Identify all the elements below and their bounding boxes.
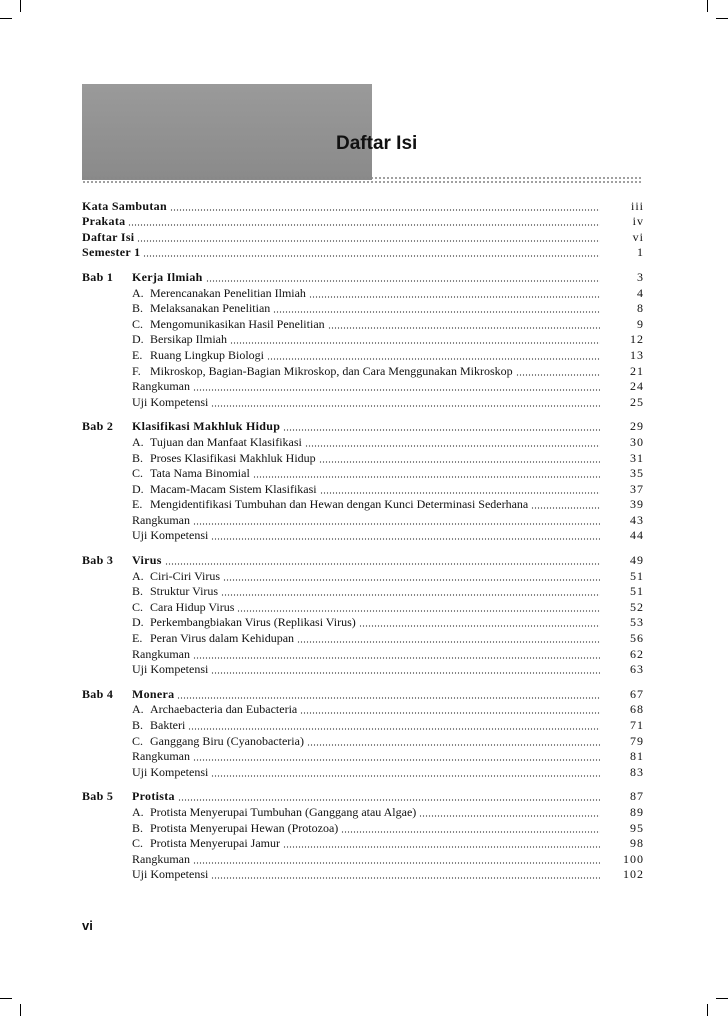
toc-chapter-number: Bab 5 bbox=[82, 789, 114, 804]
toc-chapter-row[interactable] bbox=[82, 419, 644, 435]
toc-chapter-row[interactable] bbox=[82, 552, 644, 568]
toc-row[interactable] bbox=[82, 528, 644, 544]
toc-entry-label: Rangkuman bbox=[132, 749, 190, 764]
toc-gap bbox=[82, 677, 644, 686]
dot-leader bbox=[211, 672, 600, 674]
toc-item-letter: E. bbox=[132, 347, 143, 362]
toc-chapter-number: Bab 4 bbox=[82, 686, 114, 701]
toc-item-letter: B. bbox=[132, 820, 144, 835]
toc-entry bbox=[132, 395, 208, 410]
toc-entry-label: Merencanakan Penelitian Ilmiah bbox=[150, 285, 306, 300]
toc-page-number: 98 bbox=[630, 836, 644, 851]
toc-entry bbox=[132, 852, 190, 867]
toc-entry bbox=[132, 718, 185, 733]
dot-leader bbox=[137, 240, 600, 242]
toc-page-number: 12 bbox=[630, 332, 644, 347]
toc-entry bbox=[132, 451, 316, 466]
toc-chapter-number: Bab 3 bbox=[82, 553, 114, 568]
toc-page-number: 21 bbox=[630, 363, 644, 378]
toc-row[interactable] bbox=[82, 804, 644, 820]
dot-leader bbox=[531, 507, 600, 509]
toc-row[interactable] bbox=[82, 820, 644, 836]
toc-item-letter: E. bbox=[132, 631, 143, 646]
toc-row[interactable] bbox=[82, 466, 644, 482]
toc-row[interactable] bbox=[82, 733, 644, 749]
toc-entry-label: Cara Hidup Virus bbox=[150, 599, 235, 614]
toc-entry bbox=[132, 528, 208, 543]
toc-entry-label: Ruang Lingkup Biologi bbox=[150, 347, 264, 362]
toc-row[interactable] bbox=[82, 568, 644, 584]
toc-entry bbox=[132, 631, 294, 646]
toc-entry-label: Uji Kompetensi bbox=[132, 528, 209, 543]
toc-row[interactable] bbox=[82, 363, 644, 379]
toc-row[interactable] bbox=[82, 434, 644, 450]
toc-entry bbox=[132, 466, 250, 481]
toc-page-number: 83 bbox=[630, 764, 644, 779]
toc-row[interactable] bbox=[82, 316, 644, 332]
page-number: vi bbox=[82, 918, 93, 933]
toc-page-number: 87 bbox=[630, 789, 644, 804]
toc-page-number: 67 bbox=[630, 686, 644, 701]
header-gray-band bbox=[82, 84, 372, 180]
toc-row[interactable] bbox=[82, 347, 644, 363]
toc-item-letter: C. bbox=[132, 316, 144, 331]
toc-page-number: 53 bbox=[630, 615, 644, 630]
toc-page-number: 3 bbox=[637, 269, 644, 284]
dot-leader bbox=[143, 255, 600, 257]
toc-entry bbox=[82, 230, 134, 245]
toc-item-letter: B. bbox=[132, 301, 144, 316]
toc-entry-label: Uji Kompetensi bbox=[132, 764, 209, 779]
toc-item-letter: B. bbox=[132, 718, 144, 732]
toc-page-number: 44 bbox=[630, 528, 644, 543]
toc-page-number: 35 bbox=[630, 466, 644, 481]
toc-row[interactable] bbox=[82, 379, 644, 395]
toc-page-number: 89 bbox=[630, 804, 644, 819]
toc-page-number: 95 bbox=[630, 820, 644, 835]
toc-entry-label: Archaebacteria dan Eubacteria bbox=[150, 702, 298, 717]
toc-gap bbox=[82, 543, 644, 552]
toc-entry bbox=[132, 702, 297, 717]
dot-leader bbox=[188, 728, 600, 730]
dot-leader bbox=[211, 877, 600, 879]
toc-item-letter: C. bbox=[132, 599, 144, 614]
dot-leader bbox=[206, 280, 600, 282]
toc-item-letter: D. bbox=[132, 332, 144, 347]
dot-leader bbox=[193, 862, 600, 864]
toc-item-letter: A. bbox=[132, 804, 144, 819]
toc-entry bbox=[132, 749, 190, 764]
toc-entry-label: Prakata bbox=[82, 214, 126, 229]
toc-entry bbox=[132, 364, 513, 379]
toc-entry bbox=[132, 553, 162, 568]
toc-entry-label: Kata Sambutan bbox=[82, 198, 167, 213]
dot-leader bbox=[419, 815, 600, 817]
toc-page-number: 63 bbox=[630, 662, 644, 677]
crop-mark-bottom-left-h bbox=[0, 998, 12, 999]
toc-row[interactable] bbox=[82, 764, 644, 780]
toc-page-number: 9 bbox=[637, 316, 644, 331]
toc-entry-label: Protista Menyerupai Jamur bbox=[150, 836, 280, 851]
toc-row[interactable] bbox=[82, 285, 644, 301]
toc-page-number: 51 bbox=[630, 584, 644, 599]
toc-entry-label: Peran Virus dalam Kehidupan bbox=[150, 631, 295, 646]
toc-chapter-number: Bab 1 bbox=[82, 269, 114, 284]
dot-leader bbox=[170, 209, 600, 211]
toc-row[interactable] bbox=[82, 229, 644, 245]
toc-entry-label: Uji Kompetensi bbox=[132, 662, 209, 677]
toc-entry bbox=[132, 419, 280, 434]
dot-leader bbox=[193, 759, 600, 761]
toc-page-number: 68 bbox=[630, 702, 644, 717]
toc-entry-label: Virus bbox=[132, 553, 162, 568]
crop-mark-top-right-v bbox=[707, 0, 708, 12]
toc-page-number: 43 bbox=[630, 512, 644, 527]
toc-row[interactable] bbox=[82, 630, 644, 646]
toc-item-letter: A. bbox=[132, 702, 144, 717]
toc-row[interactable] bbox=[82, 851, 644, 867]
toc-item-letter: C. bbox=[132, 733, 144, 748]
crop-mark-bottom-left-v bbox=[20, 1004, 21, 1016]
dot-leader bbox=[223, 579, 600, 581]
toc-row[interactable] bbox=[82, 646, 644, 662]
dot-leader bbox=[253, 476, 600, 478]
dot-leader bbox=[211, 775, 600, 777]
toc-entry-label: Rangkuman bbox=[132, 379, 190, 394]
toc-entry bbox=[132, 647, 190, 662]
toc-row[interactable] bbox=[82, 450, 644, 466]
toc-entry bbox=[82, 245, 140, 260]
toc-entry-label: Monera bbox=[132, 686, 175, 701]
toc-entry-label: Proses Klasifikasi Makhluk Hidup bbox=[150, 450, 316, 465]
toc-page-number: 52 bbox=[630, 599, 644, 614]
dot-leader bbox=[283, 846, 600, 848]
toc-row[interactable] bbox=[82, 214, 644, 230]
toc-entry bbox=[132, 600, 234, 615]
dot-leader bbox=[300, 712, 600, 714]
toc-page-number: 81 bbox=[630, 749, 644, 764]
dot-leader bbox=[307, 744, 600, 746]
toc-page-number: 8 bbox=[637, 301, 644, 316]
toc-row[interactable] bbox=[82, 599, 644, 615]
toc-entry-label: Daftar Isi bbox=[82, 229, 135, 244]
toc-entry bbox=[132, 301, 270, 316]
toc-page-number: 25 bbox=[630, 394, 644, 409]
toc-page-number: 71 bbox=[630, 718, 644, 732]
toc-page-number: 31 bbox=[630, 450, 644, 465]
toc-entry-label: Ganggang Biru (Cyanobacteria) bbox=[150, 733, 304, 748]
toc-entry bbox=[132, 687, 174, 702]
toc-entry bbox=[132, 805, 416, 820]
toc-row[interactable] bbox=[82, 702, 644, 718]
toc-item-letter: C. bbox=[132, 466, 144, 481]
toc-row[interactable] bbox=[82, 717, 644, 733]
toc-row[interactable] bbox=[82, 497, 644, 513]
toc-entry bbox=[132, 662, 208, 677]
toc-page-number: 24 bbox=[630, 379, 644, 394]
toc-row[interactable] bbox=[82, 836, 644, 852]
dot-leader bbox=[516, 374, 600, 376]
toc-item-letter: D. bbox=[132, 481, 144, 496]
toc-row[interactable] bbox=[82, 867, 644, 883]
toc-entry bbox=[132, 435, 302, 450]
toc-entry-label: Klasifikasi Makhluk Hidup bbox=[132, 419, 281, 434]
toc-entry bbox=[132, 867, 208, 882]
toc-gap bbox=[82, 260, 644, 269]
toc-entry-label: Perkembangbiakan Virus (Replikasi Virus) bbox=[150, 615, 356, 630]
toc-entry-label: Uji Kompetensi bbox=[132, 394, 209, 409]
dot-leader bbox=[319, 461, 600, 463]
toc-page-number: 39 bbox=[630, 497, 644, 512]
dot-leader bbox=[237, 610, 600, 612]
dot-leader bbox=[305, 445, 600, 447]
toc-gap bbox=[82, 410, 644, 419]
toc-row[interactable] bbox=[82, 394, 644, 410]
toc-page-number: iii bbox=[630, 198, 644, 213]
toc-entry bbox=[132, 821, 338, 836]
dot-leader bbox=[341, 831, 600, 833]
toc-entry bbox=[132, 789, 175, 804]
toc-chapter-number: Bab 2 bbox=[82, 419, 114, 434]
toc-entry-label: Tata Nama Binomial bbox=[150, 466, 250, 481]
dot-leader bbox=[177, 697, 600, 699]
toc-entry bbox=[132, 270, 203, 285]
toc-entry bbox=[132, 348, 264, 363]
dot-leader bbox=[193, 523, 600, 525]
toc-entry-label: Struktur Virus bbox=[150, 584, 219, 599]
toc-entry-label: Uji Kompetensi bbox=[132, 867, 209, 882]
toc-entry-label: Tujuan dan Manfaat Klasifikasi bbox=[150, 434, 302, 449]
toc-entry bbox=[132, 569, 220, 584]
toc-page-number: 29 bbox=[630, 419, 644, 434]
crop-mark-top-left-h bbox=[0, 18, 12, 19]
toc-chapter-row[interactable] bbox=[82, 269, 644, 285]
toc-entry bbox=[132, 765, 208, 780]
toc-entry-label: Macam-Macam Sistem Klasifikasi bbox=[150, 481, 317, 496]
dot-leader bbox=[320, 492, 600, 494]
dot-leader bbox=[297, 641, 600, 643]
toc-item-letter: D. bbox=[132, 615, 144, 630]
dot-leader bbox=[193, 389, 600, 391]
toc-entry bbox=[132, 286, 306, 301]
toc-entry bbox=[132, 584, 218, 599]
toc-page-number: 100 bbox=[623, 851, 644, 866]
toc-chapter-row[interactable] bbox=[82, 686, 644, 702]
toc-page-number: 62 bbox=[630, 646, 644, 661]
toc-entry bbox=[132, 379, 190, 394]
toc-row[interactable] bbox=[82, 332, 644, 348]
dot-leader bbox=[230, 342, 600, 344]
toc-entry-label: Melaksanakan Penelitian bbox=[150, 301, 271, 316]
toc-gap bbox=[82, 780, 644, 789]
toc-item-letter: A. bbox=[132, 285, 144, 300]
dot-leader bbox=[221, 594, 600, 596]
dot-leader bbox=[211, 538, 600, 540]
toc-row[interactable] bbox=[82, 615, 644, 631]
toc-entry-label: Mengidentifikasi Tumbuhan dan Hewan dengan Kunci Determinasi Sederhana bbox=[150, 497, 529, 512]
toc-page-number: vi bbox=[632, 229, 644, 244]
dot-leader bbox=[283, 429, 600, 431]
toc-entry-label: Protista Menyerupai Hewan (Protozoa) bbox=[150, 820, 339, 835]
dot-leader bbox=[165, 563, 600, 565]
crop-mark-bottom-right-h bbox=[716, 998, 728, 999]
toc-page-number: 49 bbox=[630, 553, 644, 568]
toc-row[interactable] bbox=[82, 301, 644, 317]
toc-entry bbox=[82, 199, 167, 214]
toc-entry-label: Kerja Ilmiah bbox=[132, 269, 203, 284]
toc-entry-label: Rangkuman bbox=[132, 851, 190, 866]
toc-entry bbox=[132, 497, 528, 512]
toc-page-number: 30 bbox=[630, 434, 644, 449]
toc-entry bbox=[132, 482, 317, 497]
toc-entry-label: Mikroskop, Bagian-Bagian Mikroskop, dan Cara Menggunakan Mikroskop bbox=[150, 363, 513, 378]
toc-item-letter: C. bbox=[132, 836, 144, 851]
toc-entry-label: Rangkuman bbox=[132, 646, 190, 661]
toc-entry bbox=[82, 214, 125, 229]
toc-row[interactable] bbox=[82, 481, 644, 497]
toc-chapter-row[interactable] bbox=[82, 789, 644, 805]
toc-page-number: iv bbox=[632, 214, 644, 229]
toc-entry bbox=[132, 513, 190, 528]
toc-item-letter: E. bbox=[132, 497, 143, 512]
crop-mark-top-left-v bbox=[20, 0, 21, 12]
dot-leader bbox=[211, 405, 600, 407]
toc-page-number: 102 bbox=[623, 867, 644, 882]
dot-leader bbox=[178, 799, 600, 801]
dot-leader bbox=[193, 657, 600, 659]
crop-mark-top-right-h bbox=[716, 18, 728, 19]
dot-leader bbox=[267, 358, 600, 360]
toc-page-number: 37 bbox=[630, 481, 644, 496]
toc-row[interactable] bbox=[82, 749, 644, 765]
toc-item-letter: B. bbox=[132, 450, 144, 465]
toc-page-number: 13 bbox=[630, 347, 644, 362]
toc-item-letter: A. bbox=[132, 568, 144, 583]
dot-leader bbox=[309, 296, 600, 298]
toc-entry-label: Mengomunikasikan Hasil Penelitian bbox=[150, 316, 325, 331]
dot-leader bbox=[128, 224, 600, 226]
header-dotted-rule bbox=[82, 176, 642, 185]
toc-page-number: 79 bbox=[630, 733, 644, 748]
toc-entry-label: Protista bbox=[132, 789, 175, 804]
toc-entry bbox=[132, 332, 227, 347]
crop-mark-bottom-right-v bbox=[707, 1004, 708, 1016]
toc-page-number: 51 bbox=[630, 568, 644, 583]
table-of-contents bbox=[82, 198, 644, 882]
dot-leader bbox=[328, 327, 600, 329]
toc-item-letter: A. bbox=[132, 434, 144, 449]
toc-entry bbox=[132, 317, 325, 332]
toc-row[interactable] bbox=[82, 662, 644, 678]
toc-entry-label: Semester 1 bbox=[82, 245, 141, 260]
toc-entry-label: Protista Menyerupai Tumbuhan (Ganggang atau Algae) bbox=[150, 804, 417, 819]
dot-leader bbox=[359, 625, 600, 627]
toc-row[interactable] bbox=[82, 245, 644, 261]
toc-page-number: 56 bbox=[630, 631, 644, 646]
toc-item-letter: B. bbox=[132, 584, 144, 599]
toc-page-number: 1 bbox=[637, 245, 644, 260]
toc-entry bbox=[132, 836, 280, 851]
toc-entry-label: Ciri-Ciri Virus bbox=[150, 568, 221, 583]
dot-leader bbox=[273, 311, 600, 313]
toc-row[interactable] bbox=[82, 512, 644, 528]
toc-item-letter: F. bbox=[132, 363, 141, 378]
toc-entry-label: Bersikap Ilmiah bbox=[150, 332, 227, 347]
toc-entry bbox=[132, 615, 356, 630]
toc-entry bbox=[132, 734, 304, 749]
toc-page-number: 4 bbox=[637, 285, 644, 300]
toc-row[interactable] bbox=[82, 584, 644, 600]
toc-entry-label: Rangkuman bbox=[132, 512, 190, 527]
toc-entry-label: Bakteri bbox=[150, 718, 186, 732]
toc-row[interactable] bbox=[82, 198, 644, 214]
page-title: Daftar Isi bbox=[336, 133, 418, 154]
